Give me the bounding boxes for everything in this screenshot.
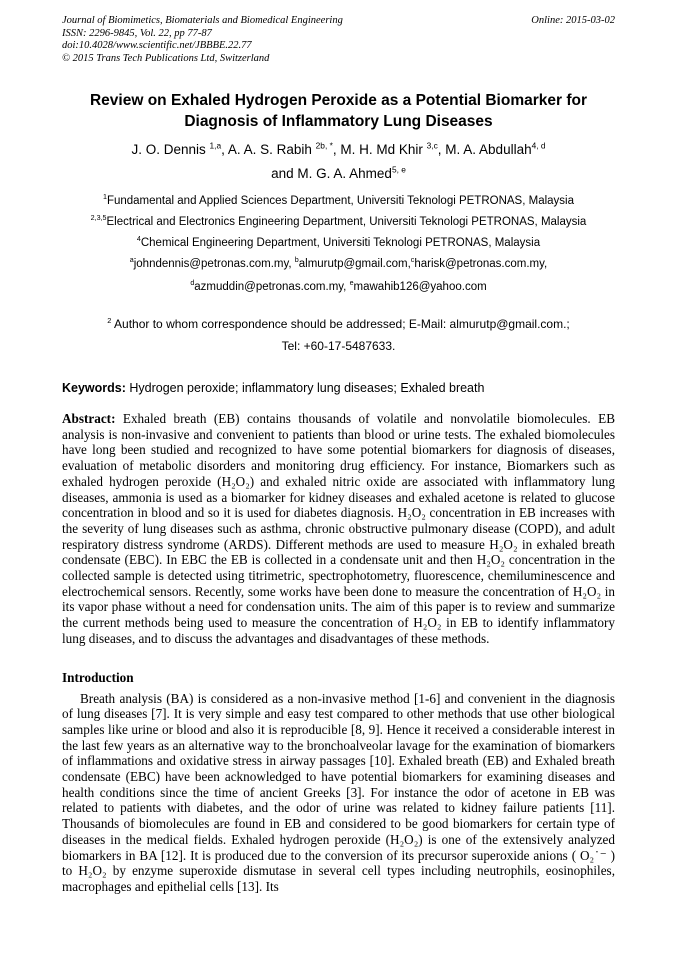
affiliation-1: $^1$Fundamental and Applied Sciences Department, Universiti Teknologi PETRONAS, Malaysia (102, 193, 574, 207)
journal-doi-line: doi:10.4028/www.scientific.net/JBBBE.22.77 (62, 40, 252, 51)
journal-header (62, 15, 615, 65)
authors-line-1: J. O. Dennis $^{1,a}$, A. A. S. Rabih $^{2b, *}$, M. H. Md Khir $^{3,c}$, M. A. Abdullah$^{4, d}$ (131, 140, 546, 157)
abstract-paragraph: Abstract: Exhaled breath (EB) contains thousands of volatile and nonvolatile biomolecules. EB analysis is non-invasive and convenient to patients than blood or urine tests. The exhaled biomolecules have long been studied and recognized to have some potential biomarkers for diagnosis of diseases, evaluation of metabolic disorders and monitoring drug efficiency. For instance, Biomarkers such as exhaled hydrogen peroxide (H₂O₂) and exhaled nitric oxide are associated with inflammatory lung diseases, ammonia is used as a biomarker for kidney diseases and exhaled acetone is related to glucose concentration in blood and so it is used for diabetes diagnosis. H₂O₂ concentration in EB increases with the severity of lung diseases such as asthma, chronic obstructive pulmonary disease (COPD), and adult respiratory distress syndrome (ARDS). Different methods are used to measure H₂O₂ in exhaled breath condensate (EBC). In EBC the EB is collected in a condensate unit and then H₂O₂ concentration in the collected sample is detected using titrimetric, spectrophotometry, fluorescence, chemiluminescence and electrochemical sensors. Recently, some works have been done to measure the concentration of H₂O₂ in its vapor phase without a need for condensation units. The aim of this paper is to review and summarize the current methods being used to measure the concentration of H₂O₂ in EB to identify inflammatory lung diseases, and to discuss the advantages and disadvantages of these methods. (62, 411, 615, 646)
correspondence-note (62, 313, 615, 357)
author-emails (62, 256, 615, 295)
affiliation-3: $^4$Chemical Engineering Department, Universiti Teknologi PETRONAS, Malaysia (136, 235, 541, 249)
introduction-paragraph: Breath analysis (BA) is considered as a non-invasive method [1-6] and convenient in the diagnosis of lung diseases [7]. It is very simple and easy test compared to other methods that use other biological samples like urine or blood and also it is reproducible [8, 9]. Hence it received a considerable interest in the last few years as an alternative way to the bronchoalveolar lavage for the examination of biomarkers of inflammations and oxidative stress in airway passages [10]. Exhaled breath (EB) and Exhaled breath condensate (EBC) have been acknowledged to have potential biomarkers for examining diseases and health conditions since the time of ancient Greeks [3]. For instance the odor of acetone in EB was related to patients with diabetes, and the odor of urine was related to kidney failure patients [11]. Thousands of biomolecules are found in EB and considered to be good biomarkers for certain type of diseases in the medical fields. Exhaled hydrogen peroxide (H₂O₂) is one of the extensively analyzed biomarkers in BA [12]. It is produced due to the conversion of its precursor superoxide anions ( O₂˙⁻ ) to H₂O₂ by enzyme superoxide dismutase in several cell types including neutrophils, eosinophiles, macrophages and epithelial cells [13]. Its (62, 690, 615, 894)
section-heading-introduction: Introduction (62, 669, 134, 685)
journal-issn-line: ISSN: 2296-9845, Vol. 22, pp 77-87 (62, 27, 212, 39)
correspondence-line-2: Tel: +60-17-5487633. (281, 339, 396, 353)
email-line-1: $^a$johndennis@petronas.com.my, $^b$almurutp@gmail.com,$^c$harisk@petronas.com.my, (129, 256, 548, 270)
journal-name: Journal of Biomimetics, Biomaterials and Biomedical Engineering (62, 15, 343, 26)
keywords-line: Keywords: Hydrogen peroxide; inflammatory lung diseases; Exhaled breath (62, 381, 485, 395)
journal-copyright-line: © 2015 Trans Tech Publications Ltd, Switzerland (62, 52, 270, 64)
authors-line-2: and M. G. A. Ahmed$^{5, e}$ (271, 164, 406, 181)
affiliation-2: $^{2,3,5}$Electrical and Electronics Engineering Department, Universiti Teknologi PETRONAS, Malaysia (90, 214, 587, 228)
correspondence-line-1: $^2$ Author to whom correspondence should be addressed; E-Mail: almurutp@gmail.com.; (107, 316, 570, 331)
journal-header-left (62, 15, 343, 65)
paper-title: Review on Exhaled Hydrogen Peroxide as a Potential Biomarker for Diagnosis of Inflammatory Lung Diseases (89, 92, 587, 130)
online-date: Online: 2015-03-02 (531, 15, 615, 26)
email-line-2: $^d$azmuddin@petronas.com.my, $^e$mawahib126@yahoo.com (190, 279, 487, 293)
affiliations-block (62, 193, 615, 295)
